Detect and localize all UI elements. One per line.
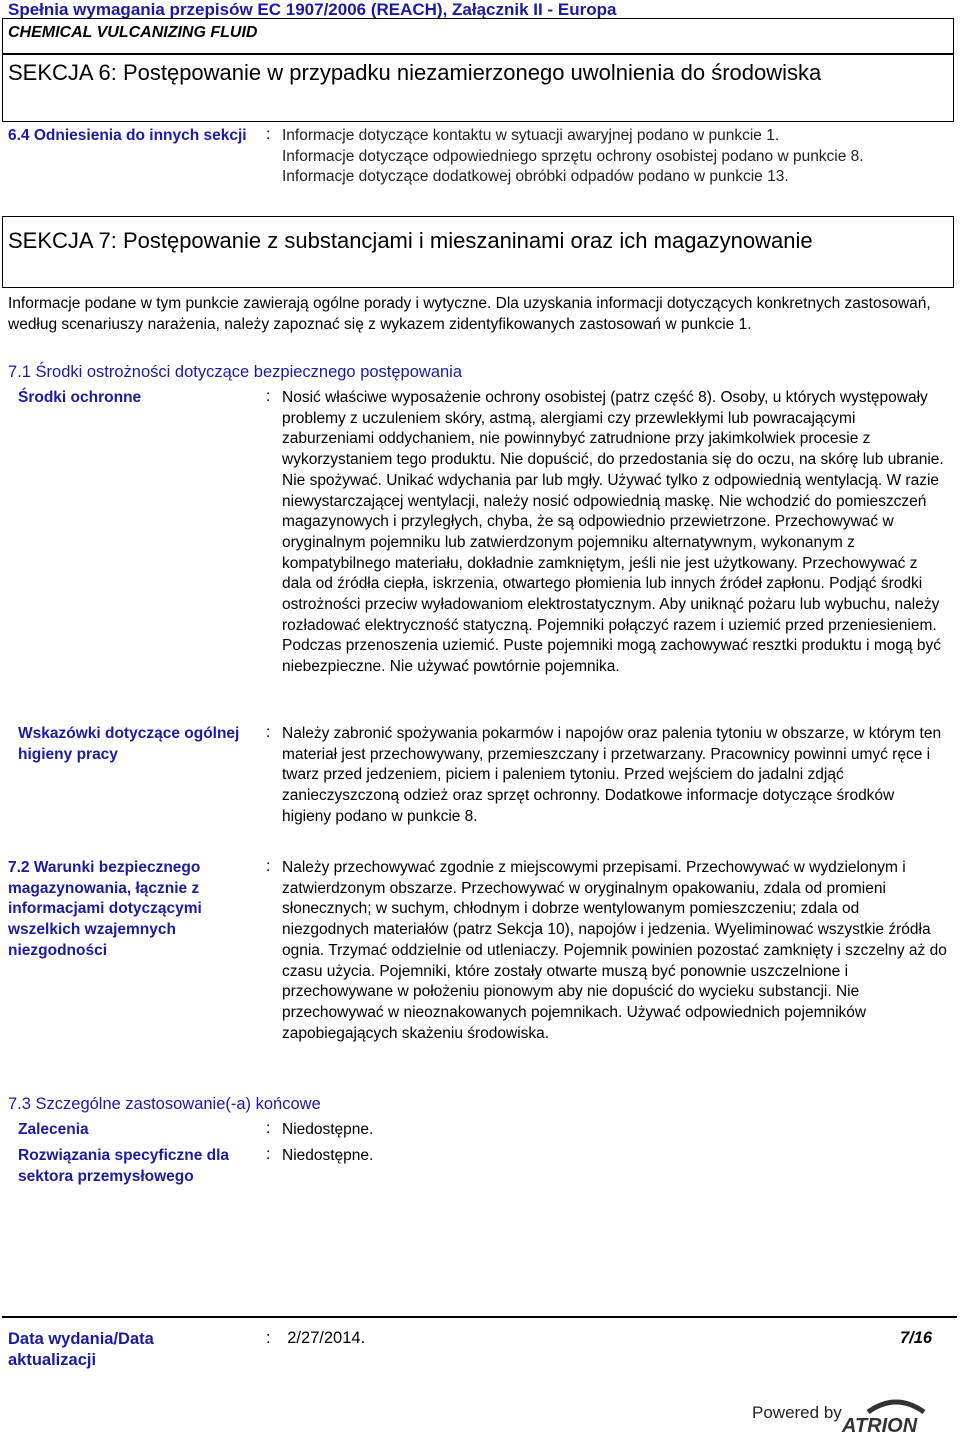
regulation-header: Spełnia wymagania przepisów EC 1907/2006 (REACH), Załącznik II - Europa: [8, 0, 617, 19]
section7-title: SEKCJA 7: Postępowanie z substancjami i mieszaninami oraz ich magazynowanie: [8, 228, 813, 253]
colon: :: [266, 858, 271, 875]
industrial-solutions-value: Niedostępne.: [282, 1147, 374, 1164]
section6-line: Informacje dotyczące odpowiedniego sprzętu ochrony osobistej podano w punkcie 8.: [282, 147, 864, 165]
hygiene-label: Wskazówki dotyczące ogólnej higieny pracy: [18, 725, 240, 763]
svg-text:ATRION: ATRION: [842, 1415, 918, 1436]
section6-4-text: [282, 126, 947, 188]
page-number: 7/16: [900, 1329, 933, 1347]
recommendations-label: Zalecenia: [18, 1121, 89, 1138]
issue-date: 2/27/2014.: [287, 1329, 366, 1347]
section6-title: SEKCJA 6: Postępowanie w przypadku niezamierzonego uwolnienia do środowiska: [8, 60, 822, 85]
section6-4-label: 6.4 Odniesienia do innych sekcji: [8, 127, 247, 144]
colon: :: [266, 1146, 271, 1163]
product-name: CHEMICAL VULCANIZING FLUID: [8, 24, 258, 41]
industrial-solutions-label: Rozwiązania specyficzne dla sektora przemysłowego: [18, 1147, 230, 1185]
section7-2-label: 7.2 Warunki bezpiecznego magazynowania, łącznie z informacjami dotyczącymi wszelkich wzajemnych niezgodności: [8, 859, 202, 959]
colon: :: [266, 1120, 271, 1137]
section7-3-heading: 7.3 Szczególne zastosowanie(-a) końcowe: [8, 1095, 321, 1113]
colon: :: [266, 126, 271, 143]
colon: :: [266, 1329, 271, 1347]
section7-1-heading: 7.1 Środki ostrożności dotyczące bezpiecznego postępowania: [8, 363, 463, 381]
atrion-logo: [838, 1392, 956, 1441]
protective-measures-text: Nosić właściwe wyposażenie ochrony osobistej (patrz część 8). Osoby, u których występowały problemy z uczuleniem skóry, astmą, alergiami czy przewlekłymi lub powracającymi zaburzeniami oddychaniem, nie powinnybyć zatrudnione przy jakimkolwiek procesie z wykorzystaniem tego produktu. Nie dopuścić, do przedostania się do oczu, na skórę lub ubranie. Nie spożywać. Unikać wdychania par lub mgły. Używać tylko z odpowiednią wentylacją. W razie niewystarczającej wentylacji, należy nosić odpowiednią maskę. Nie wchodzić do pomieszczeń magazynowych i przyległych, chyba, że są odpowiednio przewietrzone. Przechowywać w oryginalnym pojemniku lub zatwierdzonym pojemniku alternatywnym, wykonanym z kompatybilnego materiału, dokładnie zamkniętym, jeśli nie jest użytkowany. Przechowywać z dala od źródła ciepła, iskrzenia, otwartego płomienia lub innych źródeł zapłonu. Podjąć środki ostrożności przeciw wyładowaniom elektrostatycznym. Aby uniknąć pożaru lub wybuchu, należy rozładować elektryczność statyczną. Pojemniki połączyć razem i uziemić przed przeniesieniem. Podczas przenoszenia uziemić. Puste pojemniki mogą zachowywać resztki produktu i mogą być niebezpieczne. Nie używać powtórnie pojemnika.: [282, 389, 944, 676]
hygiene-text: Należy zabronić spożywania pokarmów i napojów oraz palenia tytoniu w obszarze, w którym ten materiał jest przechowywany, przemieszczany i przetwarzany. Pracownicy powinni umyć ręce i twarz przed jedzeniem, piciem i paleniem tytoniu. Przed wejściem do jadalni zdjąć zanieczyszczoną odzież oraz sprzęt ochronny. Dodatkowe informacje dotyczące środków higieny podano w punkcie 8.: [282, 725, 942, 825]
atrion-logo-icon: [838, 1392, 956, 1436]
recommendations-value: Niedostępne.: [282, 1121, 374, 1138]
section6-line: Informacje dotyczące dodatkowej obróbki odpadów podano w punkcie 13.: [282, 168, 789, 186]
protective-measures-label: Środki ochronne: [18, 389, 142, 406]
footer-divider: [2, 1316, 957, 1318]
issue-date-value: [266, 1329, 365, 1348]
section6-line: Informacje dotyczące kontaktu w sytuacji awaryjnej podano w punkcie 1.: [282, 127, 780, 144]
section7-2-text: Należy przechowywać zgodnie z miejscowymi przepisami. Przechowywać w wydzielonym i zatwierdzonym obszarze. Przechowywać w oryginalnym opakowaniu, zdala od promieni słonecznych; w suchym, chłodnym i dobrze wentylowanym pomieszczeniu; zdala od niezgodnych materiałów (patrz Sekcja 10), napojów i jedzenia. Wyeliminować wszystkie źródła ognia. Trzymać oddzielnie od utleniaczy. Pojemnik powinien pozostać zamknięty i szczelny aż do czasu użycia. Pojemniki, które zostały otwarte muszą być ponownie uszczelnione i przechowywane w położeniu pionowym aby nie dopuścić do wycieku substancji. Nie przechowywać w nieoznakowanych pojemnikach. Używać odpowiednich pojemników zapobiegających skażeniu środowiska.: [282, 859, 947, 1042]
colon: :: [266, 724, 271, 741]
colon: :: [266, 388, 271, 405]
powered-by-text: Powered by: [752, 1403, 842, 1422]
section7-intro: Informacje podane w tym punkcie zawierają ogólne porady i wytyczne. Dla uzyskania informacji dotyczących konkretnych zastosowań, według scenariuszy narażenia, należy zapoznać się z wykazem zidentyfikowanych zastosowań w punkcie 1.: [8, 295, 931, 333]
issue-date-label: Data wydania/Data aktualizacji: [8, 1330, 154, 1369]
